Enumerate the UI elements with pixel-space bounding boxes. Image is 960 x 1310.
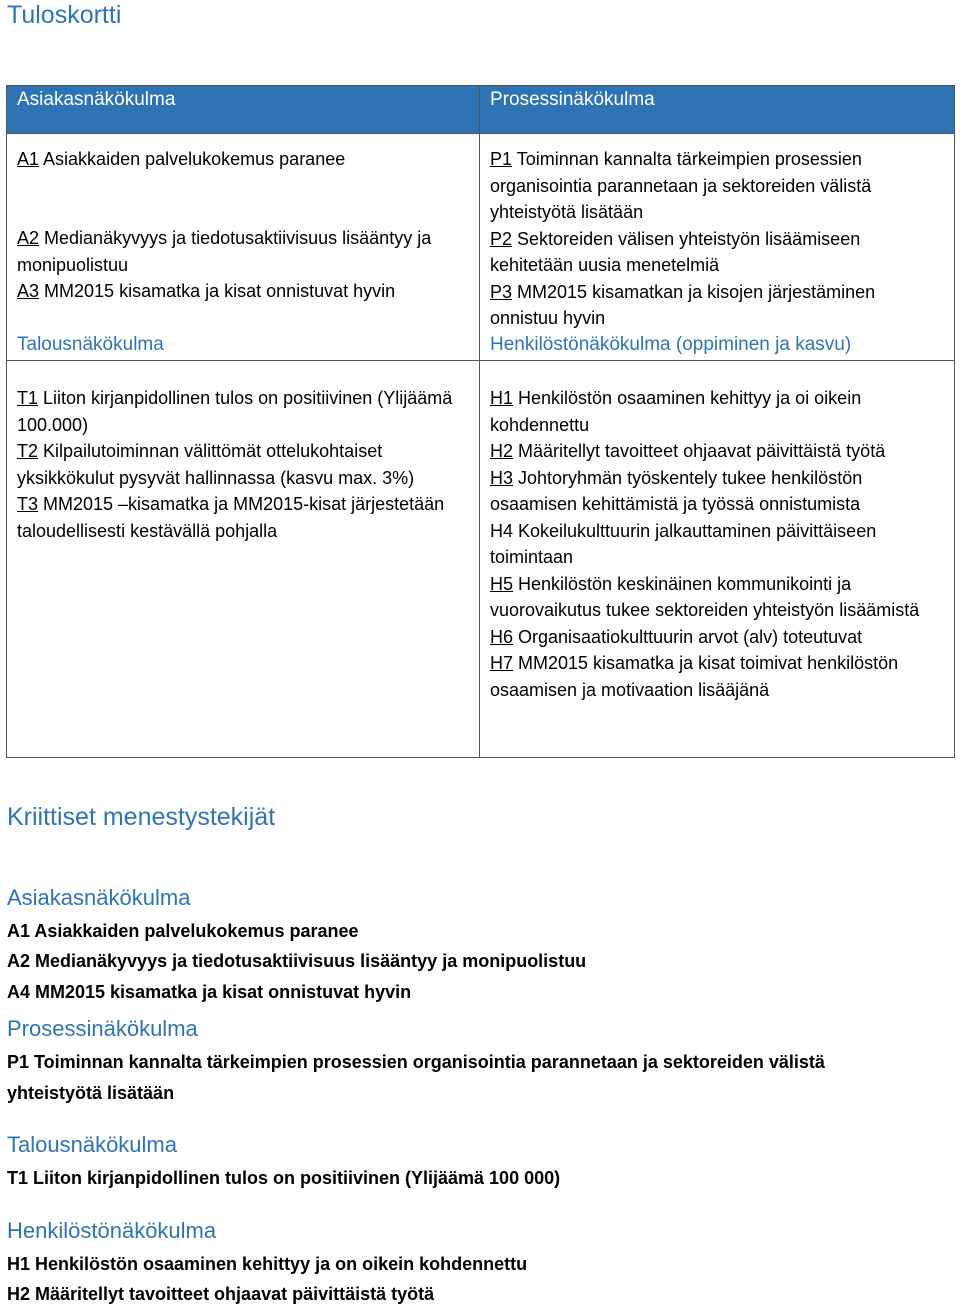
goal-text: Liiton kirjanpidollinen tulos on positiivinen (Ylijäämä 100.000) xyxy=(17,388,453,435)
critical-henkilosto-header: Henkilöstönäkökulma xyxy=(7,1218,217,1243)
goal-text: Organisaatiokulttuurin arvot (alv) toteutuvat xyxy=(513,626,863,647)
goal-text: MM2015 kisamatka ja kisat onnistuvat hyvin xyxy=(39,281,396,301)
goal-h6 xyxy=(490,624,944,651)
talous-header: Talousnäkökulma xyxy=(17,334,164,355)
scorecard-row-2 xyxy=(7,361,955,758)
goal-text: Medianäkyvyys ja tiedotusaktiivisuus lisääntyy ja monipuolistuu xyxy=(17,228,432,275)
critical-item: A4 MM2015 kisamatka ja kisat onnistuvat hyvin xyxy=(7,982,412,1002)
goal-code: H5 xyxy=(490,573,514,594)
goal-code: T3 xyxy=(17,494,39,514)
goal-h1 xyxy=(490,385,944,438)
critical-asiakas-header: Asiakasnäkökulma xyxy=(7,885,191,910)
goal-t2 xyxy=(17,438,469,491)
talous-cell xyxy=(7,361,480,758)
goal-code: P2 xyxy=(490,228,513,249)
goal-text: Henkilöstön keskinäinen kommunikointi ja vuorovaikutus tukee sektoreiden yhteistyön lisäämistä xyxy=(490,573,920,620)
goal-t1 xyxy=(17,385,469,438)
critical-item: H1 Henkilöstön osaaminen kehittyy ja on oikein kohdennettu xyxy=(7,1254,528,1274)
asiakas-header: Asiakasnäkökulma xyxy=(7,86,480,134)
henkilosto-cell xyxy=(480,361,955,758)
goal-text: Sektoreiden välisen yhteistyön lisäämiseen kehitetään uusia menetelmiä xyxy=(490,228,861,275)
goal-h4 xyxy=(490,518,944,571)
critical-item: T1 Liiton kirjanpidollinen tulos on positiivinen (Ylijäämä 100 000) xyxy=(7,1168,561,1188)
goal-h3 xyxy=(490,465,944,518)
goal-text: Johtoryhmän työskentely tukee henkilöstön osaamisen kehittämistä ja työssä onnistumista xyxy=(490,467,863,514)
goal-code: T1 xyxy=(17,388,39,408)
goal-text: MM2015 kisamatka ja kisat toimivat henkilöstön osaamisen ja motivaation lisääjänä xyxy=(490,653,899,700)
scorecard-row-1 xyxy=(7,134,955,361)
critical-item: A2 Medianäkyvyys ja tiedotusaktiivisuus lisääntyy ja monipuolistuu xyxy=(7,951,587,971)
scorecard-header-row xyxy=(7,86,955,134)
goal-p1 xyxy=(490,146,944,226)
goal-code: T2 xyxy=(17,441,39,461)
goal-code: H7 xyxy=(490,653,514,673)
goal-text: Asiakkaiden palvelukokemus paranee xyxy=(39,149,346,169)
goal-text: MM2015 –kisamatka ja MM2015-kisat järjestetään taloudellisesti kestävällä pohjalla xyxy=(17,494,445,541)
critical-item: P1 Toiminnan kannalta tärkeimpien prosessien organisointia parannetaan ja sektoreiden välistä yhteistyötä lisätään xyxy=(7,1052,825,1103)
goal-text: Toiminnan kannalta tärkeimpien prosessien organisointia parannetaan ja sektoreiden välistä yhteistyötä lisätään xyxy=(490,149,872,222)
asiakas-cell xyxy=(7,134,480,361)
goal-text: Henkilöstön osaaminen kehittyy ja oi oikein kohdennettu xyxy=(490,388,862,435)
goal-a1 xyxy=(17,146,469,225)
page-title: Tuloskortti xyxy=(7,1,122,29)
critical-talous-header: Talousnäkökulma xyxy=(7,1132,177,1157)
goal-h5 xyxy=(490,571,944,624)
goal-code: A1 xyxy=(17,149,40,169)
goal-text: H4 Kokeilukulttuurin jalkauttaminen päivittäiseen toimintaan xyxy=(490,520,877,567)
goal-code: P3 xyxy=(490,281,513,302)
goal-a2 xyxy=(17,225,469,278)
goal-h7 xyxy=(490,650,944,703)
henkilosto-header: Henkilöstönäkökulma (oppiminen ja kasvu) xyxy=(490,333,852,355)
goal-p3 xyxy=(490,279,944,332)
critical-item: A1 Asiakkaiden palvelukokemus paranee xyxy=(7,921,359,941)
goal-code: H3 xyxy=(490,467,514,488)
scorecard-table xyxy=(6,85,955,758)
goal-code: A2 xyxy=(17,228,40,248)
critical-item: H2 Määritellyt tavoitteet ohjaavat päivittäistä työtä xyxy=(7,1284,435,1304)
goal-text: Kilpailutoiminnan välittömät ottelukohtaiset yksikkökulut pysyvät hallinnassa (kasvu max. 3%) xyxy=(17,441,415,488)
goal-code: H2 xyxy=(490,441,514,461)
goal-t3 xyxy=(17,491,469,544)
critical-prosessi-header: Prosessinäkökulma xyxy=(7,1016,198,1041)
goal-code: H6 xyxy=(490,626,514,647)
prosessi-header: Prosessinäkökulma xyxy=(480,86,955,134)
goal-h2 xyxy=(490,438,944,465)
goal-text: MM2015 kisamatkan ja kisojen järjestäminen onnistuu hyvin xyxy=(490,281,876,328)
goal-text: Määritellyt tavoitteet ohjaavat päivittäistä työtä xyxy=(513,441,886,461)
goal-a3 xyxy=(17,278,469,332)
goal-code: H1 xyxy=(490,388,514,408)
prosessi-cell xyxy=(480,134,955,361)
goal-code: P1 xyxy=(490,149,513,169)
goal-code: A3 xyxy=(17,281,40,301)
critical-title: Kriittiset menestystekijät xyxy=(7,803,276,831)
goal-p2 xyxy=(490,226,944,279)
